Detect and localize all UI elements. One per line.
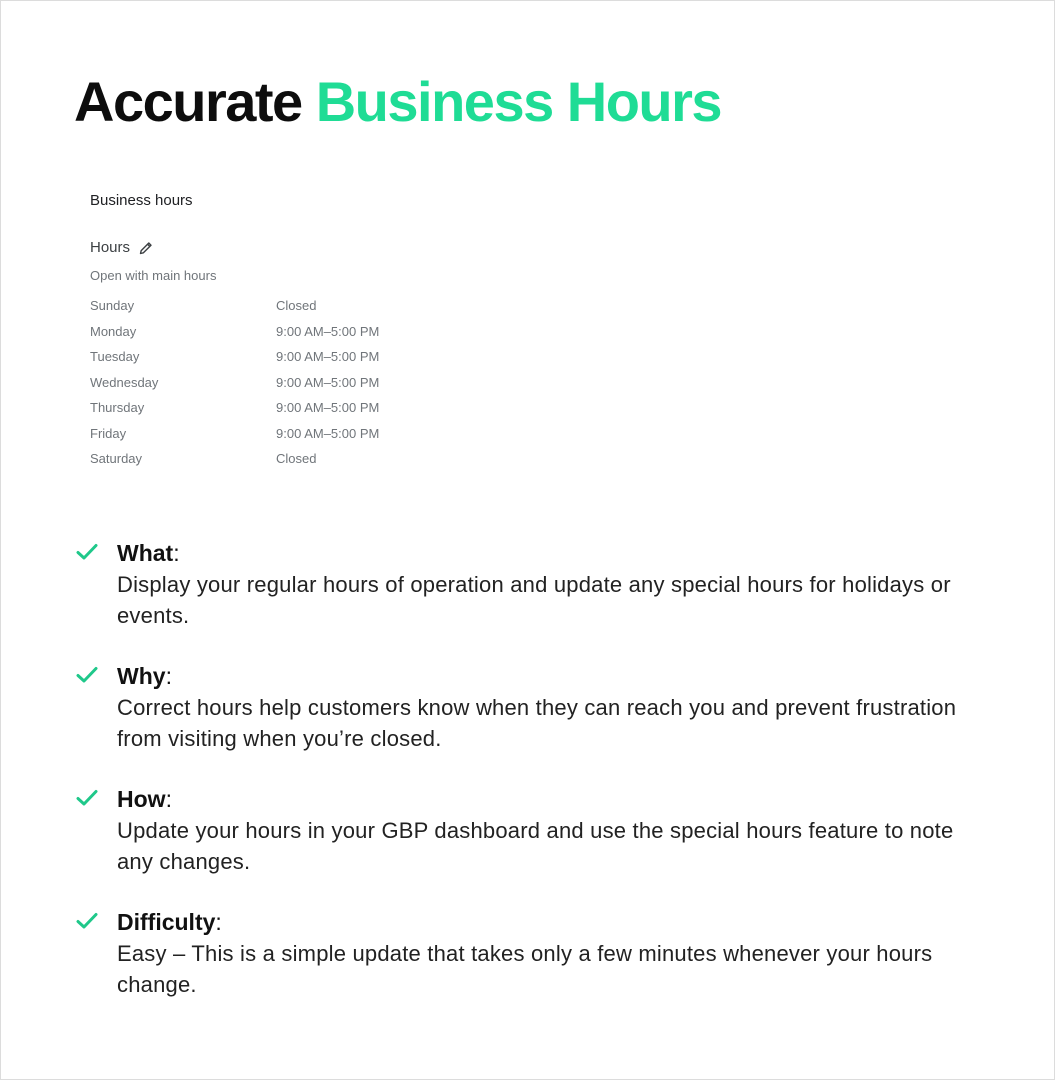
check-icon <box>76 666 98 684</box>
point-why <box>76 660 976 754</box>
day-label: Saturday <box>90 451 143 467</box>
point-body: Correct hours help customers know when they can reach you and prevent frustration from visiting when you’re closed. <box>117 695 957 751</box>
day-label: Friday <box>90 425 127 441</box>
point-label: How <box>117 786 166 812</box>
check-icon <box>76 789 98 807</box>
day-label: Wednesday <box>90 374 159 390</box>
point-heading: Difficulty: <box>117 909 222 935</box>
day-label: Sunday <box>90 298 135 314</box>
day-label: Tuesday <box>90 349 140 365</box>
check-icon <box>76 912 98 930</box>
day-label: Monday <box>90 323 137 339</box>
hours-row-sunday <box>90 293 430 319</box>
time-value: 9:00 AM–5:00 PM <box>276 400 380 416</box>
point-heading: How: <box>117 786 172 812</box>
hours-row-monday <box>90 319 430 345</box>
hours-row-wednesday <box>90 370 430 396</box>
page-title <box>74 70 721 134</box>
point-heading: Why: <box>117 663 172 689</box>
hours-row-thursday <box>90 395 430 421</box>
time-value: 9:00 AM–5:00 PM <box>276 349 380 365</box>
hours-list <box>90 293 430 472</box>
hours-header <box>90 238 430 258</box>
hours-row-friday <box>90 421 430 447</box>
point-how <box>76 783 976 877</box>
business-hours-card <box>90 190 430 472</box>
key-points-list <box>76 537 976 1029</box>
pencil-icon[interactable] <box>138 240 154 256</box>
title-part-dark: Accurate <box>74 70 302 133</box>
time-value: 9:00 AM–5:00 PM <box>276 425 380 441</box>
point-label: Difficulty <box>117 909 216 935</box>
point-body: Easy – This is a simple update that takes only a few minutes whenever your hours change. <box>117 941 933 997</box>
hours-row-tuesday <box>90 344 430 370</box>
point-body: Update your hours in your GBP dashboard and use the special hours feature to note any changes. <box>117 818 954 874</box>
point-what <box>76 537 976 631</box>
point-label: Why <box>117 663 166 689</box>
point-heading: What: <box>117 540 180 566</box>
hours-row-saturday <box>90 446 430 472</box>
time-value: Closed <box>276 298 317 314</box>
open-note: Open with main hours <box>90 268 217 283</box>
day-label: Thursday <box>90 400 145 416</box>
time-value: 9:00 AM–5:00 PM <box>276 374 380 390</box>
hours-label: Hours <box>90 239 131 256</box>
point-body: Display your regular hours of operation and update any special hours for holidays or events. <box>117 572 951 628</box>
card-title: Business hours <box>90 192 193 209</box>
point-difficulty <box>76 906 976 1000</box>
point-label: What <box>117 540 174 566</box>
time-value: Closed <box>276 451 317 467</box>
time-value: 9:00 AM–5:00 PM <box>276 323 380 339</box>
title-part-accent: Business Hours <box>315 70 722 133</box>
check-icon <box>76 543 98 561</box>
